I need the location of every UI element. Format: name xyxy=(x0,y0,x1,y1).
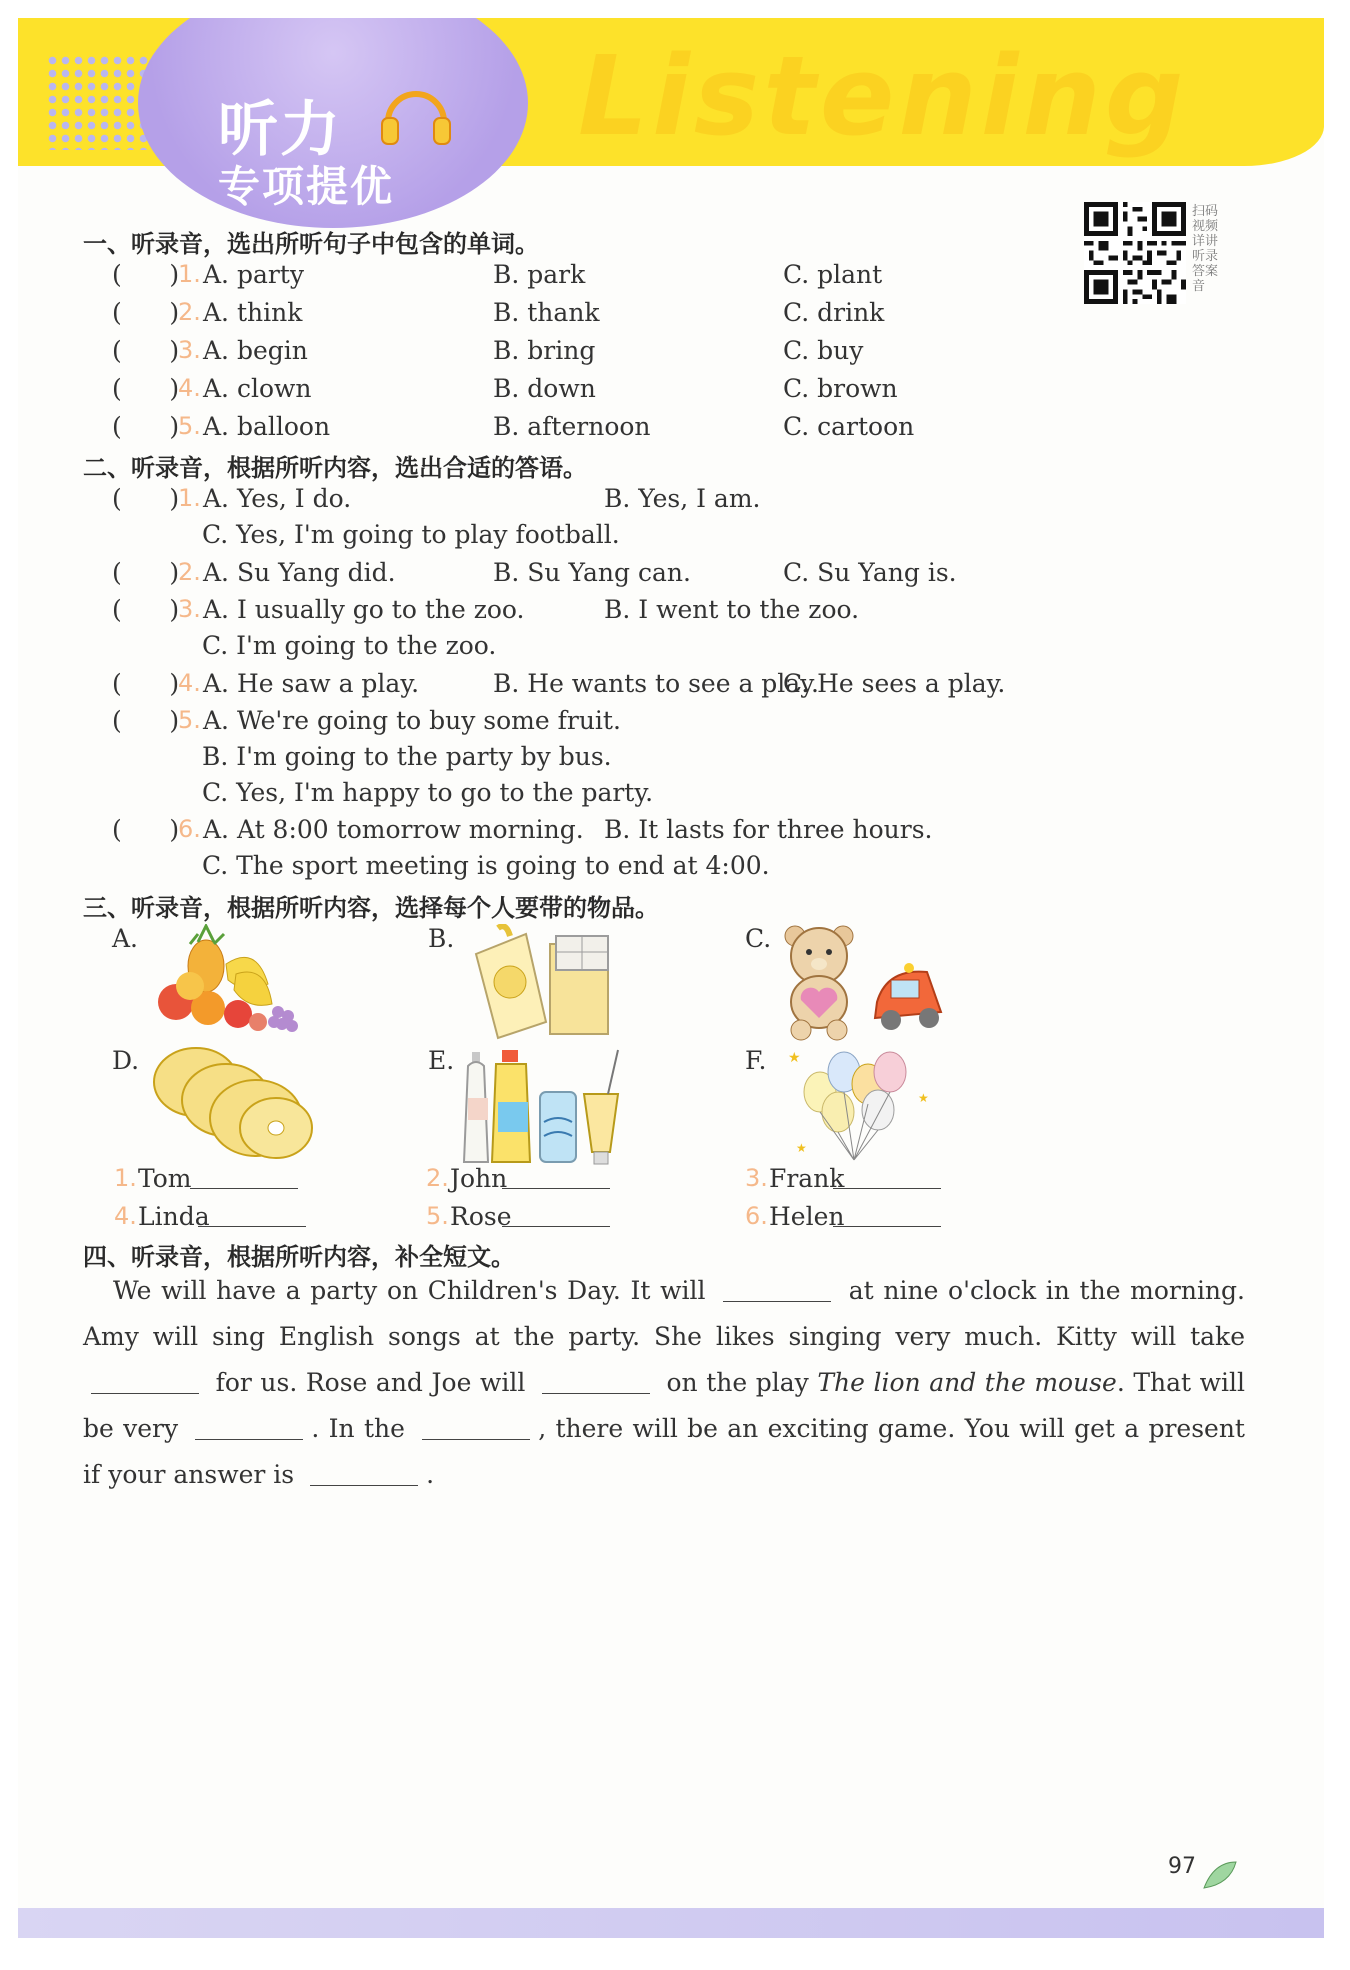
option-b: B. I'm going to the party by bus. xyxy=(202,742,612,771)
question-number: 1. xyxy=(178,260,201,288)
question-number: 4. xyxy=(114,1202,137,1230)
question-number: 2. xyxy=(178,558,201,586)
discs-icon xyxy=(146,1044,326,1168)
passage-text: . That will be very xyxy=(83,1368,1246,1443)
option-b: B. Yes, I am. xyxy=(604,484,761,513)
answer-blank[interactable] xyxy=(502,1226,610,1227)
answer-bracket[interactable]: ( ) xyxy=(112,815,180,844)
header-title-sub: 专项提优 xyxy=(218,162,395,211)
answer-blank[interactable] xyxy=(195,1419,303,1440)
header-title-main: 听力 xyxy=(218,95,342,165)
option-b: B. afternoon xyxy=(493,412,651,441)
balloons-icon xyxy=(778,1042,938,1170)
qr-caption: 扫码 视频 详讲 听录 答案 音 xyxy=(1192,204,1219,294)
option-c: C. Yes, I'm going to play football. xyxy=(202,520,620,549)
section1-heading: 一、听录音，选出所听句子中包含的单词。 xyxy=(83,230,539,258)
option-c: C. Su Yang is. xyxy=(783,558,957,587)
option-c: C. I'm going to the zoo. xyxy=(202,631,497,660)
answer-bracket[interactable]: ( ) xyxy=(112,706,180,735)
picture-label: C. xyxy=(745,924,772,953)
option-a: A. Su Yang did. xyxy=(203,558,396,587)
option-b: B. It lasts for three hours. xyxy=(604,815,933,844)
question-number: 5. xyxy=(178,412,201,440)
option-a: A. He saw a play. xyxy=(203,669,420,698)
passage-text: at nine o'clock in the morning. Amy will sing English songs at the party. She likes singing very much. Kitty will take xyxy=(83,1276,1245,1351)
person-name: Frank xyxy=(769,1164,845,1193)
answer-bracket[interactable]: ( ) xyxy=(112,669,180,698)
option-a: A. party xyxy=(203,260,304,289)
passage-text: for us. Rose and Joe will xyxy=(215,1368,526,1397)
footer-band xyxy=(18,1908,1324,1938)
question-number: 2. xyxy=(178,298,201,326)
section3-heading: 三、听录音，根据所听内容，选择每个人要带的物品。 xyxy=(83,894,659,922)
answer-blank[interactable] xyxy=(833,1226,941,1227)
option-c: C. Yes, I'm happy to go to the party. xyxy=(202,778,654,807)
answer-blank[interactable] xyxy=(198,1226,306,1227)
answer-bracket[interactable]: ( ) xyxy=(112,484,180,513)
question-number: 1. xyxy=(178,484,201,512)
option-a: A. I usually go to the zoo. xyxy=(203,595,525,624)
question-number: 4. xyxy=(178,669,201,697)
answer-blank[interactable] xyxy=(502,1188,610,1189)
person-name: John xyxy=(450,1164,508,1193)
option-b: B. down xyxy=(493,374,596,403)
question-number: 2. xyxy=(426,1164,449,1192)
passage-text: . xyxy=(426,1460,435,1489)
cloze-passage xyxy=(83,1268,1245,1498)
question-number: 1. xyxy=(114,1164,137,1192)
passage-text: We will have a party on Children's Day. It will xyxy=(113,1276,706,1305)
answer-bracket[interactable]: ( ) xyxy=(112,374,180,403)
question-number: 3. xyxy=(745,1164,768,1192)
leaf-icon xyxy=(1200,1858,1240,1894)
person-name: Linda xyxy=(138,1202,210,1231)
snacks-icon xyxy=(458,924,618,1044)
listening-wordmark: Listening xyxy=(578,32,1188,160)
answer-blank[interactable] xyxy=(190,1188,298,1189)
option-c: C. drink xyxy=(783,298,885,327)
option-c: C. He sees a play. xyxy=(783,669,1006,698)
option-c: C. buy xyxy=(783,336,864,365)
headphone-icon xyxy=(376,76,456,156)
passage-text: . In the xyxy=(311,1414,405,1443)
answer-bracket[interactable]: ( ) xyxy=(112,595,180,624)
question-number: 5. xyxy=(426,1202,449,1230)
option-a: A. think xyxy=(203,298,303,327)
question-number: 6. xyxy=(178,815,201,843)
workbook-page xyxy=(18,18,1324,1938)
answer-blank[interactable] xyxy=(422,1419,530,1440)
option-a: A. We're going to buy some fruit. xyxy=(203,706,621,735)
answer-bracket[interactable]: ( ) xyxy=(112,558,180,587)
option-b: B. Su Yang can. xyxy=(493,558,691,587)
answer-blank[interactable] xyxy=(723,1281,831,1302)
drinks-icon xyxy=(458,1042,628,1170)
picture-label: D. xyxy=(112,1046,140,1075)
question-number: 3. xyxy=(178,336,201,364)
qr-code-icon[interactable] xyxy=(1084,202,1186,304)
page-number: 97 xyxy=(1168,1854,1196,1879)
person-name: Tom xyxy=(138,1164,192,1193)
option-c: C. brown xyxy=(783,374,898,403)
person-name: Rose xyxy=(450,1202,512,1231)
option-a: A. balloon xyxy=(203,412,331,441)
question-number: 6. xyxy=(745,1202,768,1230)
passage-text: on the play xyxy=(666,1368,809,1397)
answer-bracket[interactable]: ( ) xyxy=(112,298,180,327)
section4-heading: 四、听录音，根据所听内容，补全短文。 xyxy=(83,1243,515,1271)
toys-icon xyxy=(773,922,953,1046)
picture-label: E. xyxy=(428,1046,455,1075)
answer-blank[interactable] xyxy=(310,1465,418,1486)
question-number: 4. xyxy=(178,374,201,402)
option-a: A. begin xyxy=(203,336,308,365)
question-number: 5. xyxy=(178,706,201,734)
option-a: A. Yes, I do. xyxy=(203,484,352,513)
svg-text:★: ★ xyxy=(796,1141,807,1155)
picture-label: F. xyxy=(745,1046,767,1075)
passage-text: , there will be an exciting game. You will get a present if your answer is xyxy=(83,1414,1245,1489)
svg-text:★: ★ xyxy=(918,1091,929,1105)
answer-blank[interactable] xyxy=(542,1373,650,1394)
option-c: C. The sport meeting is going to end at 4:00. xyxy=(202,851,770,880)
answer-bracket[interactable]: ( ) xyxy=(112,336,180,365)
option-b: B. park xyxy=(493,260,586,289)
option-b: B. bring xyxy=(493,336,596,365)
person-name: Helen xyxy=(769,1202,845,1231)
option-c: C. cartoon xyxy=(783,412,915,441)
svg-text:★: ★ xyxy=(788,1050,801,1066)
picture-label: B. xyxy=(428,924,455,953)
option-c: C. plant xyxy=(783,260,883,289)
option-b: B. thank xyxy=(493,298,600,327)
question-number: 3. xyxy=(178,595,201,623)
picture-label: A. xyxy=(112,924,139,953)
answer-bracket[interactable]: ( ) xyxy=(112,412,180,441)
option-a: A. clown xyxy=(203,374,312,403)
option-a: A. At 8:00 tomorrow morning. xyxy=(203,815,584,844)
option-b: B. I went to the zoo. xyxy=(604,595,860,624)
section2-heading: 二、听录音，根据所听内容，选出合适的答语。 xyxy=(83,454,587,482)
answer-blank[interactable] xyxy=(833,1188,941,1189)
answer-blank[interactable] xyxy=(91,1373,199,1394)
fruits-icon xyxy=(146,924,306,1044)
answer-bracket[interactable]: ( ) xyxy=(112,260,180,289)
play-title: The lion and the mouse xyxy=(817,1368,1117,1397)
option-b: B. He wants to see a play. xyxy=(493,669,819,698)
